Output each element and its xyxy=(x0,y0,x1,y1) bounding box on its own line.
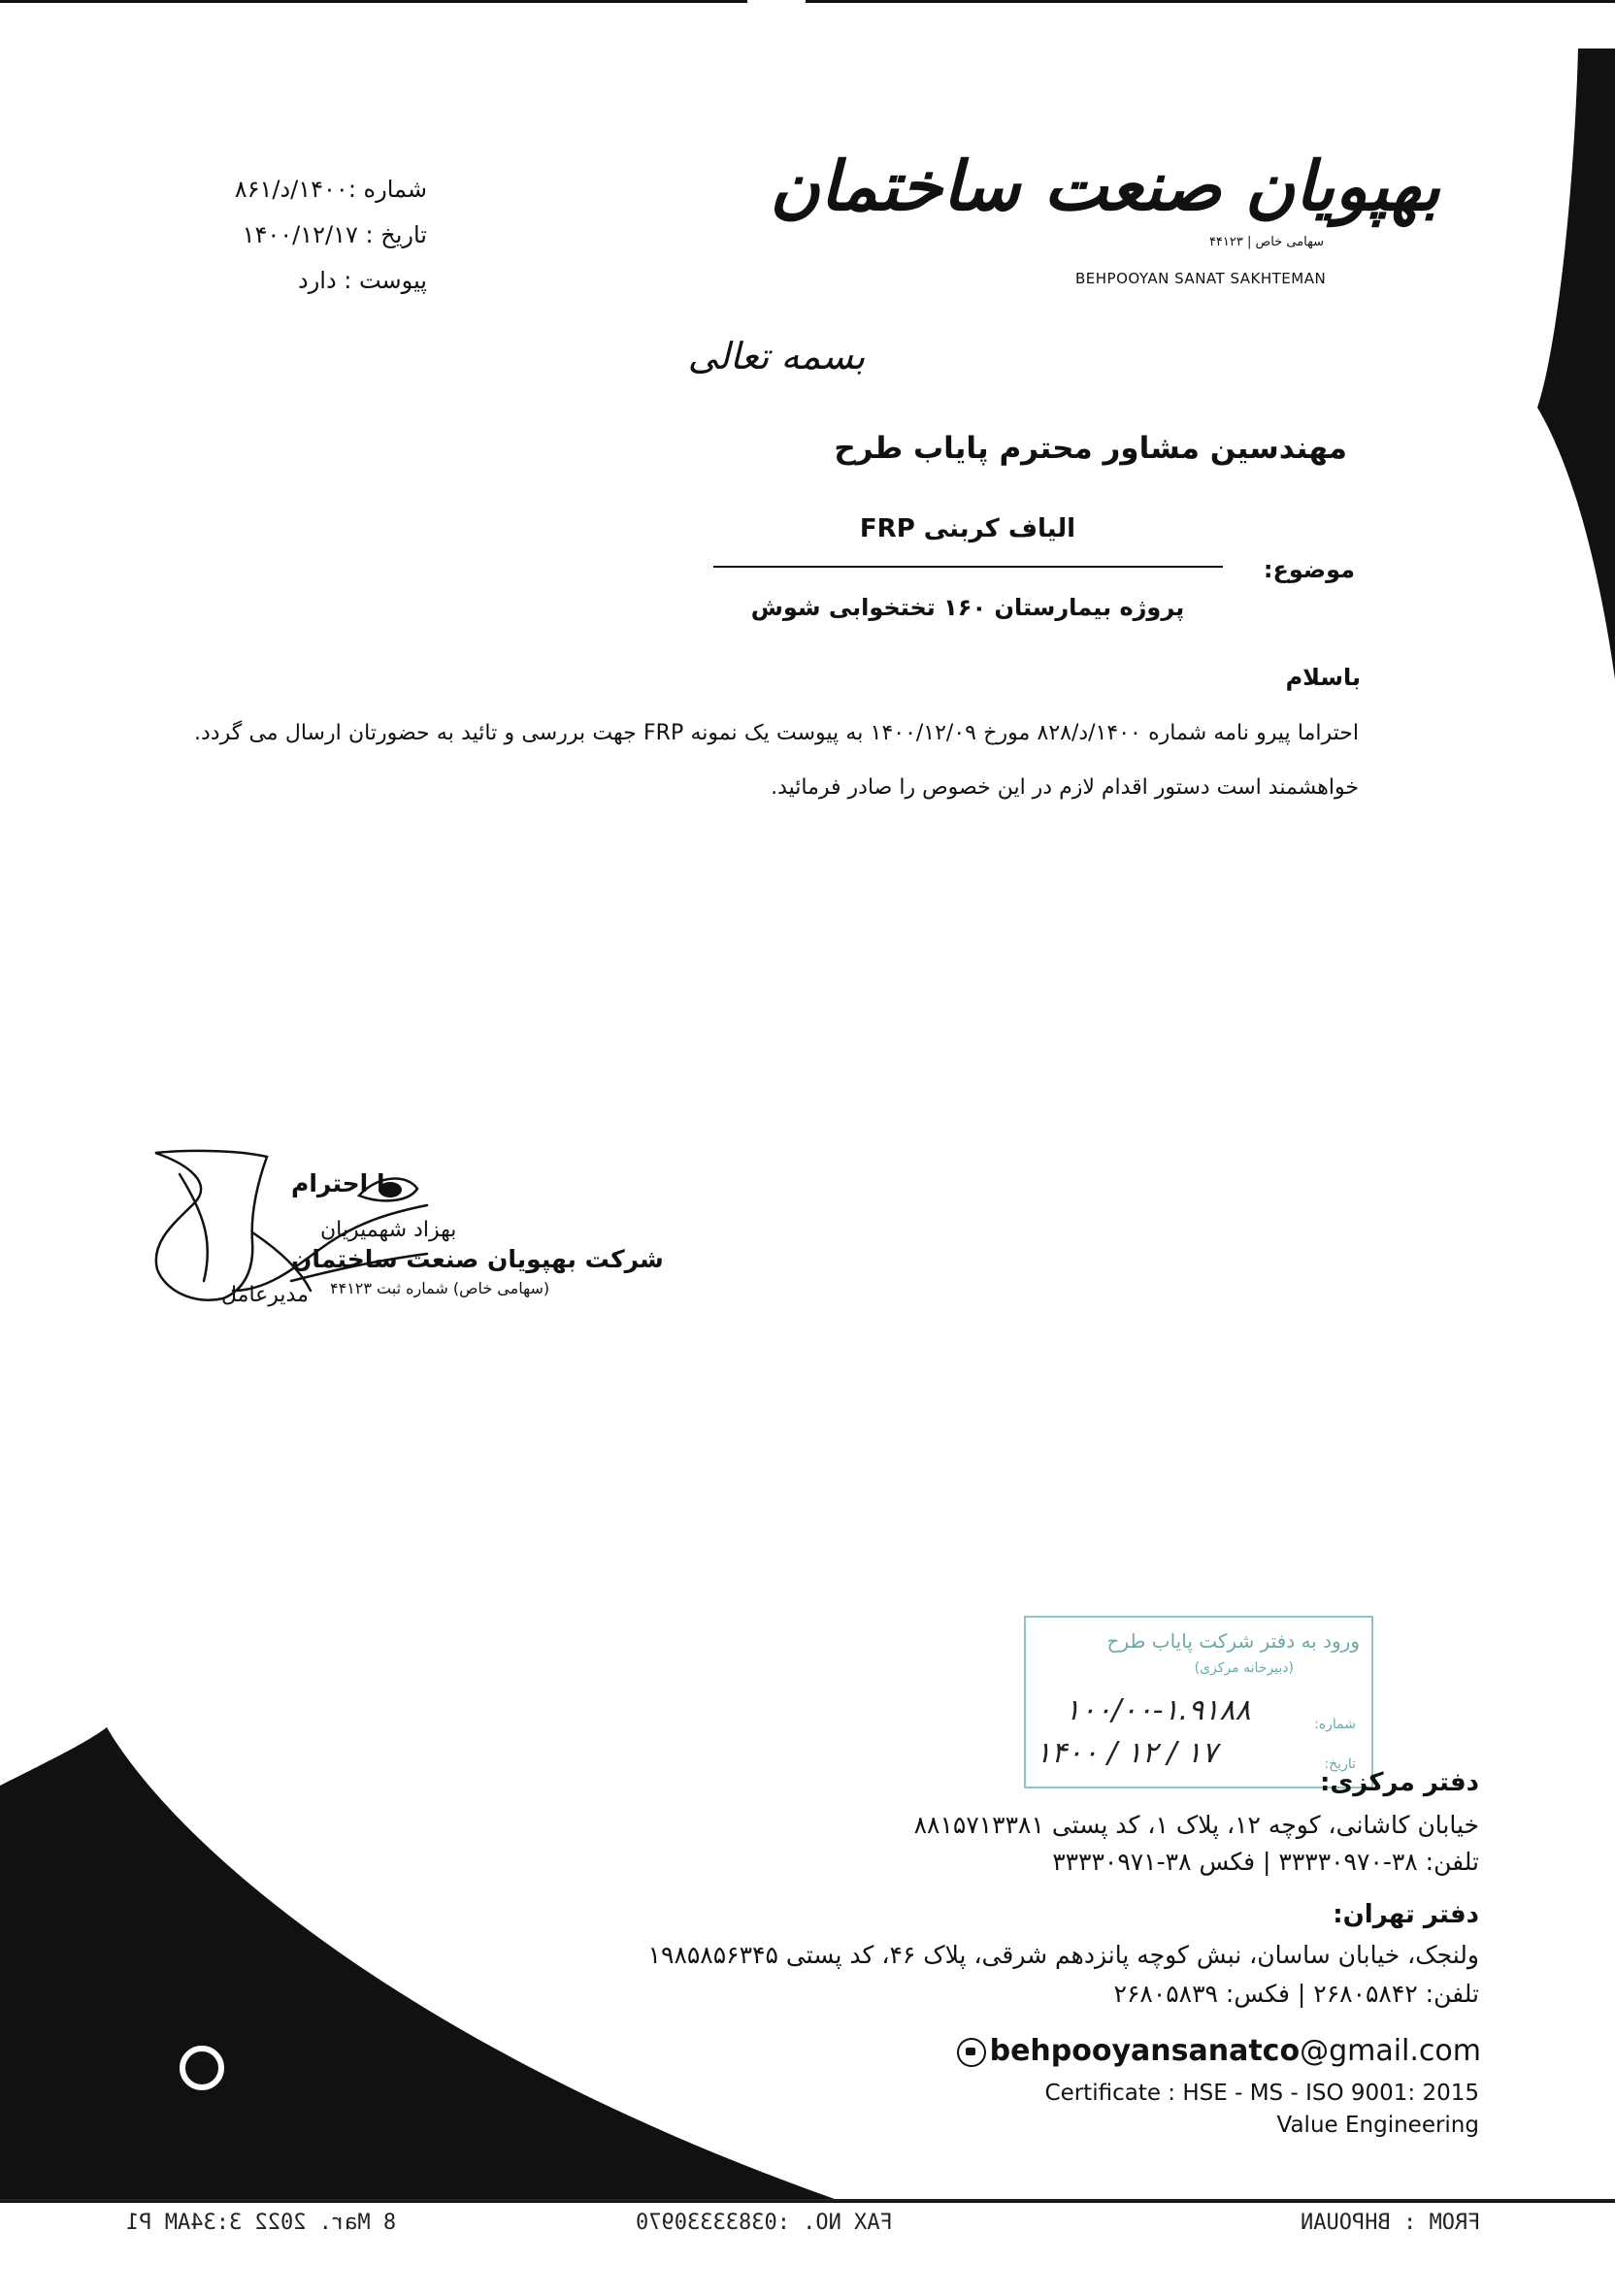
signature-regards: با احترام xyxy=(291,1169,395,1197)
tehran-office-address: ولنجک، خیابان ساسان، نبش کوچه پانزدهم شرقی، پلاک ۴۶، کد پستی ۱۹۸۵۸۵۶۳۴۵ xyxy=(647,1941,1479,1969)
company-email[interactable] xyxy=(957,2034,1481,2068)
received-stamp xyxy=(1024,1616,1373,1788)
email-domain: @gmail.com xyxy=(1300,2034,1481,2068)
signatory-title: مدیرعامل xyxy=(221,1283,309,1307)
letter-number: شماره :۱۴۰۰/د/۸۶۱ xyxy=(234,176,427,203)
signatory-company: شرکت بهپویان صنعت ساختمان xyxy=(291,1245,664,1273)
signatory-company-registration: (سهامی خاص) شماره ثبت ۴۴۱۲۳ xyxy=(330,1279,550,1297)
letter-body: احتراما پیرو نامه شماره ۱۴۰۰/د/۸۲۸ مورخ ۱۴۰۰/۱۲/۰۹ به پیوست یک نمونه FRP جهت بررسی و تائید به حضورتان ارسال می گردد. خواهشمند است دستور اقدام لازم در این خصوص را صادر فرمائید. xyxy=(194,721,1359,800)
stamp-title: ورود به دفتر شرکت پایاب طرح xyxy=(1106,1629,1360,1653)
at-icon xyxy=(957,2038,986,2067)
stamp-date-label: تاریخ: xyxy=(1324,1756,1356,1772)
letter-date: تاریخ : ۱۴۰۰/۱۲/۱۷ xyxy=(242,221,427,248)
tehran-office-phone: تلفن: ۲۶۸۰۵۸۴۲ | فکس: ۲۶۸۰۵۸۳۹ xyxy=(1113,1980,1479,2008)
central-office-address: خیابان کاشانی، کوچه ۱۲، پلاک ۱، کد پستی ۸۸۱۵۷۱۳۳۸۱ xyxy=(913,1811,1479,1839)
subject-line-1: الیاف کربنی FRP xyxy=(859,514,1076,543)
central-office-phone: تلفن: ۳۸-۳۳۳۳۰۹۷۰ | فکس ۳۸-۳۳۳۳۰۹۷۱ xyxy=(1052,1848,1479,1876)
subject-divider xyxy=(713,566,1223,568)
stamp-subtitle: (دبیرخانه مرکزی) xyxy=(1194,1660,1294,1676)
subject-line-2: پروژه بیمارستان ۱۶۰ تختخوابی شوش xyxy=(750,594,1185,621)
greeting: باسلام xyxy=(1285,664,1361,691)
addressee: مهندسین مشاور محترم پایاب طرح xyxy=(834,431,1347,466)
letter-meta xyxy=(194,167,427,304)
top-edge-rule xyxy=(0,0,747,3)
subject-label: موضوع: xyxy=(1263,556,1355,583)
fax-from: FROM : BHPOUAN xyxy=(1301,2211,1481,2235)
value-engineering-line: Value Engineering xyxy=(1276,2113,1479,2138)
stamp-date-value: ۱۴۰۰ / ۱۲ / ۱۷ xyxy=(1036,1736,1218,1770)
invocation: بسمه تعالی xyxy=(687,335,866,377)
fax-number: FAX NO. :03833330970 xyxy=(636,2211,893,2235)
central-office-heading: دفتر مرکزی: xyxy=(1320,1768,1479,1797)
fax-header-rule xyxy=(0,2199,1615,2201)
ring-mark xyxy=(180,2046,224,2090)
company-logo-wordmark: بهپویان صنعت ساختمان xyxy=(770,146,1440,226)
stamp-number-label: شماره: xyxy=(1314,1717,1356,1732)
email-user: behpooyansanatco xyxy=(989,2034,1301,2068)
fax-date-time: 8 Mar. 2022 3:34AM P1 xyxy=(126,2211,397,2235)
stamp-number-value: ۱۰۰/۰۰-۱.۹۱۸۸ xyxy=(1065,1693,1251,1727)
letter-attachment: پیوست : دارد xyxy=(298,267,427,294)
tehran-office-heading: دفتر تهران: xyxy=(1333,1900,1479,1929)
signatory-name: بهزاد شهمیریان xyxy=(320,1218,457,1242)
company-latin-name: BEHPOOYAN SANAT SAKHTEMAN xyxy=(1075,270,1327,287)
certificate-line: Certificate : HSE - MS - ISO 9001: 2015 xyxy=(1044,2081,1479,2106)
company-registration: سهامی خاص | ۴۴۱۲۳ xyxy=(1208,235,1324,249)
